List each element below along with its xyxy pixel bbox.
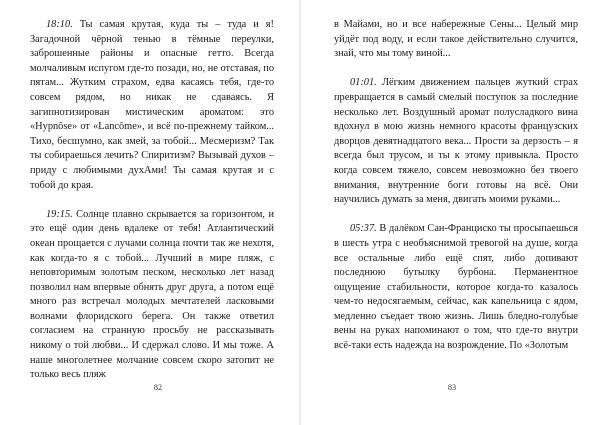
paragraph-1810 bbox=[30, 18, 274, 193]
paragraph-text: Солнце плавно скрывается за горизонтом, и это ещё один день вдалеке от тебя! Атлантический океан прощается с лучами солнца почти так же нехотя, как когда-то я с тобой... Лучший в мире пляж, с неповторимым золотым песком, несколько лет назад позволил нам впервые обнять друг друга, а потом ещё много раз встречал молодых мечтателей ласковыми волнами флоридского берега. Он также ответил согласием на странную просьбу не рассказывать никому о той любви... И сдержал слово. И мы тоже. А наше многолетнее молчание совсем скоро затопит не только весь пляж bbox=[30, 208, 274, 381]
left-page-text bbox=[30, 18, 274, 383]
timestamp: 05:37. bbox=[350, 223, 377, 235]
paragraph-text: в Майами, но и все набережные Сены... Целый мир уйдёт под воду, и если такое действительно случится, знай, что мы тому виной... bbox=[334, 19, 578, 60]
paragraph-text: Лёгким движением пальцев жуткий страх превращается в самый смелый поступок за последние несколько лет. Воздушный аромат полусладкого вина вдохнул в мою жизнь немного красоты французских дворцов девятнадцатого века... Прости за дерзость – я всегда был трусом, и ты к этому привыкла. Просто когда совсем тяжело, совсем невозможно без твоего внимания, внутренние боги готовы на всё. Они научились думать за меня, двигать моими руками... bbox=[334, 77, 578, 206]
paragraph-1915 bbox=[30, 208, 274, 383]
paragraph-text: Ты самая крутая, куда ты – туда и я! Загадочной чёрной тенью в тёмные переулки, заброшенные районы и опасные гетто. Всегда молчаливым испугом где-то позади, но, не отставая, по пятам... Жутким страхом, едва касаясь тебя, где-то совсем рядом, но никак не сдаваясь. Я загипнотизирован мистическим ароматом: это «Hypnôse» от «Lancôme», и всё по-прежнему тайком... Тихо, бесшумно, как змей, за тобой... Месмеризм? Так ты собираешься лечить? Спиритизм? Вызывай духов – приду с любимыми духАми! Ты самая крутая и с тобой до края. bbox=[30, 19, 274, 191]
page-number: 83 bbox=[447, 383, 457, 392]
right-page-text bbox=[334, 18, 578, 354]
timestamp: 18:10. bbox=[46, 19, 73, 30]
paragraph-0537 bbox=[334, 222, 578, 353]
page-number: 82 bbox=[153, 383, 163, 392]
paragraph-continued bbox=[334, 18, 578, 62]
right-page bbox=[300, 0, 600, 425]
paragraph-text: В далёком Сан-Франциско ты просыпаешься в шесть утра с необъяснимой тревогой на душе, когда все остальные либо ещё спят, либо допивают последнюю бутылку бурбона. Перманентное ощущение стабильности, которое когда-то казалось чем-то недосягаемым, сейчас, как капельница с ядом, медленно съедает твою жизнь. Лишь бледно-голубые вены на руках напоминают о том, что где-то внутри всё-таки есть надежда на возрождение. По «Золотым bbox=[334, 223, 578, 352]
timestamp: 19:15. bbox=[46, 208, 73, 220]
paragraph-0101 bbox=[334, 76, 578, 207]
timestamp: 01:01. bbox=[350, 77, 377, 89]
